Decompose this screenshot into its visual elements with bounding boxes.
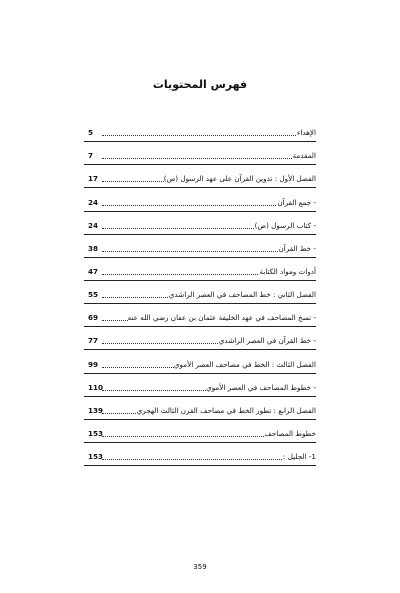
toc-entry-page: 110 xyxy=(88,382,104,392)
toc-entry xyxy=(84,212,316,235)
table-of-contents xyxy=(84,119,316,466)
toc-entry-label: أدوات ومواد الكتابة xyxy=(259,266,316,276)
toc-entry-label: الإهداء xyxy=(296,128,316,138)
toc-entry-label: - خطوط المصاحف في العصر الأموي xyxy=(206,382,316,392)
toc-entry-page: 99 xyxy=(88,359,99,369)
toc-entry xyxy=(84,119,316,142)
toc-entry-page: 153 xyxy=(88,428,104,438)
toc-entry-page: 38 xyxy=(88,243,99,253)
toc-entry-page: 153 xyxy=(88,452,104,462)
toc-entry xyxy=(84,165,316,188)
toc-entry xyxy=(84,327,316,350)
toc-entry-page: 139 xyxy=(88,405,104,415)
toc-entry-page: 24 xyxy=(88,220,99,230)
toc-entry-label: الفصل الأول : تدوين القرآن على عهد الرسول (ص) xyxy=(163,174,316,184)
toc-entry-label: الفصل الرابع : تطور الخط في مصاحف القرن الثالث الهجري xyxy=(136,405,316,415)
page-number: 359 xyxy=(193,563,207,571)
toc-entry xyxy=(84,281,316,304)
toc-entry xyxy=(84,188,316,211)
toc-entry-page: 24 xyxy=(88,197,99,207)
toc-entry-label: - كتاب الرسول (ص) xyxy=(254,220,316,230)
toc-entry-page: 7 xyxy=(88,151,94,161)
toc-entry xyxy=(84,235,316,258)
toc-entry xyxy=(84,304,316,327)
toc-entry-page: 17 xyxy=(88,174,99,184)
toc-entry-label: - نسخ المصاحف في عهد الخليفة عثمان بن عفان رضي الله عنه xyxy=(127,313,316,323)
page-title: فهرس المحتويات xyxy=(152,78,248,91)
toc-entry xyxy=(84,142,316,165)
toc-entry xyxy=(84,350,316,373)
toc-entry xyxy=(84,397,316,420)
toc-entry-label: - جمع القرآن xyxy=(277,197,316,207)
toc-entry-label: الفصل الثاني : خط المصاحف في العصر الراشدي xyxy=(168,290,316,300)
toc-entry-page: 47 xyxy=(88,266,99,276)
toc-entry-label: خطوط المصاحف xyxy=(264,428,316,438)
leader-dots xyxy=(102,135,316,136)
toc-entry xyxy=(84,420,316,443)
toc-entry xyxy=(84,443,316,466)
toc-entry-label: - خط القرآن xyxy=(278,243,316,253)
toc-entry-label: المقدمة xyxy=(292,151,316,161)
toc-entry-page: 69 xyxy=(88,313,99,323)
toc-entry-page: 55 xyxy=(88,290,99,300)
toc-entry xyxy=(84,374,316,397)
toc-entry-label: الفصل الثالث : الخط في مصاحف العصر الأموي xyxy=(173,359,316,369)
toc-entry-label: 1- الجليل : xyxy=(283,452,316,462)
toc-entry-label: - خط القرآن في العصر الراشدي xyxy=(218,336,316,346)
toc-entry xyxy=(84,258,316,281)
toc-entry-page: 5 xyxy=(88,128,94,138)
leader-dots xyxy=(102,158,316,159)
toc-entry-page: 77 xyxy=(88,336,99,346)
